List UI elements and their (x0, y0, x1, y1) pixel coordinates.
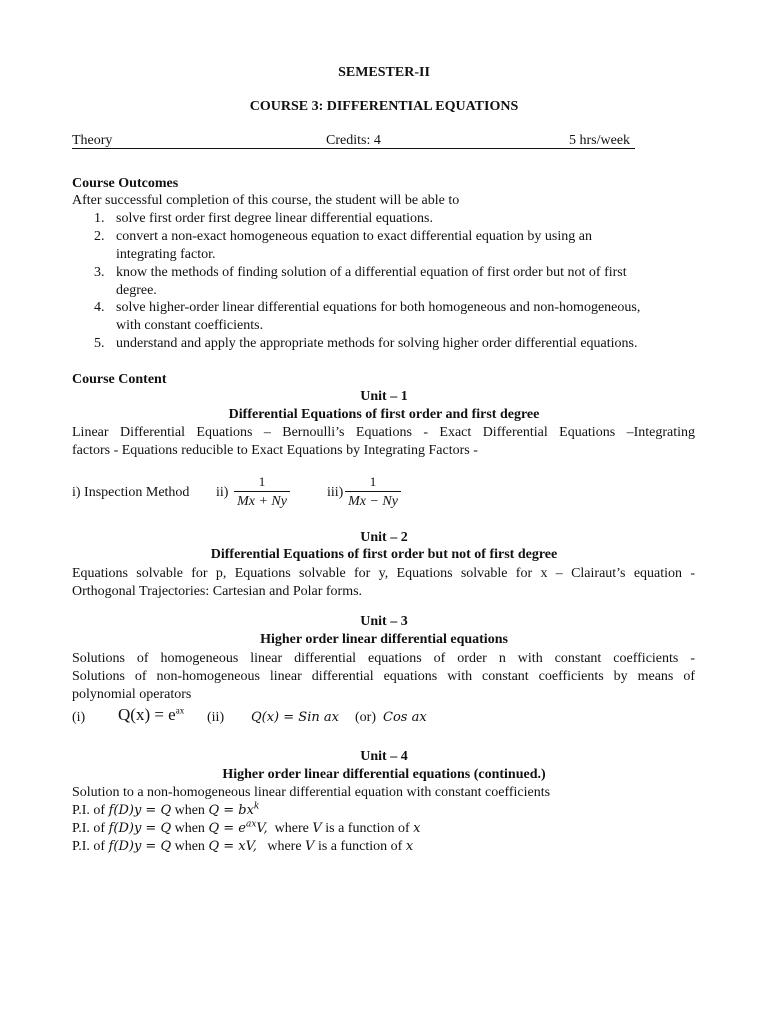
semester-heading: SEMESTER-II (338, 65, 430, 80)
fraction-denominator: Mx − Ny (348, 494, 398, 509)
course-title: COURSE 3: DIFFERENTIAL EQUATIONS (249, 99, 519, 114)
pi-prefix: P.I. of (72, 839, 106, 854)
pi-equation: f(D)y = Q (108, 821, 172, 836)
outcome-line: integrating factor. (116, 247, 216, 262)
pi2-exponent: ax (245, 819, 257, 830)
unit2-text-line: Orthogonal Trajectories: Cartesian and Polar forms. (72, 584, 363, 599)
pi2-q: Q = e (208, 821, 246, 836)
case-i-label: (i) (72, 710, 86, 725)
fraction-bar (234, 491, 290, 492)
fraction-numerator: 1 (258, 474, 266, 489)
outcome-number: 3. (94, 265, 105, 280)
pi2-tail: V, (256, 821, 268, 836)
unit2-text-line: Equations solvable for p, Equations solvable for y, Equations solvable for x – Clairaut’s equation - (72, 566, 695, 581)
pi-equation: f(D)y = Q (108, 803, 172, 818)
outcome-line: convert a non-exact homogeneous equation to exact differential equation by using an (116, 229, 592, 244)
outcome-number: 4. (94, 300, 105, 315)
unit4-label: Unit – 4 (360, 749, 408, 764)
outcome-line: understand and apply the appropriate methods for solving higher order differential equations. (116, 336, 638, 351)
outcome-line: solve first order first degree linear differential equations. (116, 211, 433, 226)
unit4-text-line: Solution to a non-homogeneous linear differential equation with constant coefficients (72, 785, 551, 800)
fraction-mx-minus-ny (345, 474, 401, 511)
unit1-label: Unit – 1 (360, 389, 408, 404)
hours-label: 5 hrs/week (569, 133, 631, 148)
pi-is-function: is a function of (317, 839, 403, 854)
pi-where: where (267, 839, 302, 854)
method-ii-label: ii) (216, 485, 229, 500)
pi-x: x (413, 821, 421, 836)
unit3-text-line: Solutions of non-homogeneous linear differential equations with constant coefficients by means of (72, 669, 695, 684)
pi-when: when (174, 821, 205, 836)
case-i-expr: Q(x) = e (118, 705, 176, 724)
pi-prefix: P.I. of (72, 821, 106, 836)
pi-v: V (305, 839, 315, 854)
outcome-line: degree. (116, 283, 157, 298)
case-ii-or: (or) (355, 710, 376, 725)
pi1-exponent: k (253, 801, 260, 812)
outcome-number: 2. (94, 229, 105, 244)
pi-line-1 (72, 802, 259, 820)
credits-label: Credits: 4 (326, 133, 381, 148)
pi-v: V (312, 821, 322, 836)
fraction-numerator: 1 (369, 474, 377, 489)
content-heading: Course Content (72, 372, 167, 387)
pi-when: when (174, 803, 205, 818)
theory-label: Theory (72, 133, 113, 148)
pi-condition: Q = xV, (208, 839, 257, 854)
outcome-line: know the methods of finding solution of a differential equation of first order but not of first (116, 265, 627, 280)
unit2-title: Differential Equations of first order but not of first degree (210, 547, 558, 562)
outcome-number: 1. (94, 211, 105, 226)
outcome-number: 5. (94, 336, 105, 351)
case-i-exponent: ax (175, 705, 185, 716)
unit1-text-line: factors - Equations reducible to Exact Equations by Integrating Factors - (72, 443, 478, 458)
pi-where: where (274, 821, 309, 836)
outcome-line: with constant coefficients. (116, 318, 264, 333)
pi1-q: Q = bx (208, 803, 254, 818)
case-ii-cos-expression: Cos ax (383, 710, 427, 725)
case-ii-sin-expression: Q(x) = Sin ax (251, 710, 339, 725)
pi-condition (208, 803, 259, 818)
pi-prefix: P.I. of (72, 803, 106, 818)
method-iii-label: iii) (327, 485, 344, 500)
outcomes-heading: Course Outcomes (72, 176, 179, 191)
pi-is-function: is a function of (325, 821, 410, 836)
unit4-title: Higher order linear differential equations (continued.) (222, 767, 546, 782)
fraction-bar (345, 491, 401, 492)
unit3-text-line: Solutions of homogeneous linear differential equations of order n with constant coefficients - (72, 651, 695, 666)
fraction-mx-plus-ny (234, 474, 290, 511)
unit3-title: Higher order linear differential equations (260, 632, 508, 647)
unit1-text-line: Linear Differential Equations – Bernoulli’s Equations - Exact Differential Equations –Integrating (72, 425, 695, 440)
outcome-line: solve higher-order linear differential equations for both homogeneous and non-homogeneous, (116, 300, 641, 315)
inspection-method: i) Inspection Method (72, 485, 190, 500)
case-ii-label: (ii) (207, 710, 225, 725)
unit3-label: Unit – 3 (360, 614, 408, 629)
unit1-title: Differential Equations of first order and first degree (228, 407, 540, 422)
fraction-denominator: Mx + Ny (237, 494, 287, 509)
pi-line-3 (72, 838, 413, 856)
pi-when: when (174, 839, 205, 854)
pi-x: x (405, 839, 414, 854)
case-i-expression (118, 706, 184, 724)
unit2-label: Unit – 2 (360, 530, 408, 545)
pi-condition (208, 821, 267, 836)
outcomes-intro: After successful completion of this course, the student will be able to (72, 193, 460, 208)
pi-equation: f(D)y = Q (108, 839, 172, 854)
unit3-text-line: polynomial operators (72, 687, 192, 702)
pi-line-2 (72, 820, 420, 838)
